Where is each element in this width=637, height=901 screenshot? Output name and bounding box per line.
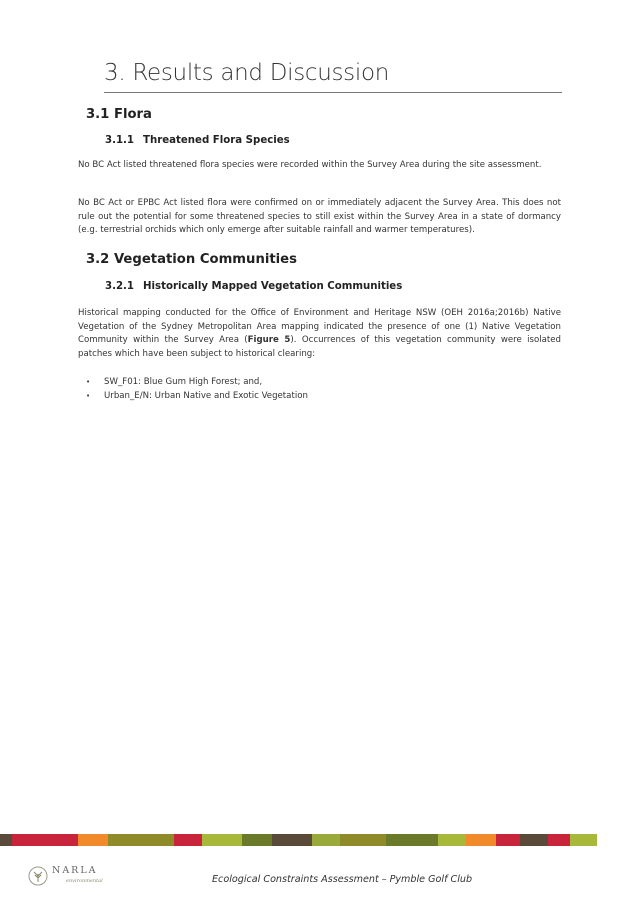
stripe-segment bbox=[202, 834, 242, 846]
stripe-segment bbox=[438, 834, 466, 846]
stripe-segment bbox=[570, 834, 597, 846]
figure-reference: Figure 5 bbox=[247, 335, 291, 345]
tree-icon bbox=[28, 866, 48, 886]
footer-color-stripe bbox=[0, 834, 637, 846]
vegetation-bullet-list bbox=[78, 375, 308, 403]
footer-title: Ecological Constraints Assessment – Pymble Golf Club bbox=[212, 874, 473, 885]
paragraph-flora-1: No BC Act listed threatened flora species were recorded within the Survey Area during the site assessment. bbox=[78, 160, 542, 170]
subsection-heading-historical-mapping bbox=[105, 281, 402, 292]
stripe-segment bbox=[0, 834, 12, 846]
subsection-number: 3.1.1 bbox=[105, 135, 135, 146]
stripe-segment bbox=[174, 834, 202, 846]
logo-name: NARLA bbox=[52, 865, 98, 876]
section-heading-flora: 3.1 Flora bbox=[86, 107, 152, 122]
stripe-segment bbox=[496, 834, 520, 846]
page-title: 3. Results and Discussion bbox=[104, 58, 562, 93]
subsection-heading-threatened-flora bbox=[105, 135, 290, 146]
stripe-segment bbox=[548, 834, 570, 846]
logo-subtitle: environmental bbox=[66, 878, 103, 884]
stripe-segment bbox=[242, 834, 272, 846]
stripe-segment bbox=[386, 834, 438, 846]
list-item: • SW_F01: Blue Gum High Forest; and, bbox=[78, 375, 308, 389]
stripe-segment bbox=[466, 834, 496, 846]
stripe-segment bbox=[12, 834, 78, 846]
paragraph-flora-2: No BC Act or EPBC Act listed flora were confirmed on or immediately adjacent the Survey Area. This does not rule out the potential for some threatened species to still exist within the Survey Area in a state of dormancy (e.g. terrestrial orchids which only emerge after suitable rainfall and warmer temperatures). bbox=[78, 198, 561, 235]
subsection-title: Threatened Flora Species bbox=[143, 135, 290, 146]
stripe-segment bbox=[520, 834, 548, 846]
stripe-segment bbox=[312, 834, 340, 846]
subsection-number: 3.2.1 bbox=[105, 281, 135, 292]
stripe-segment bbox=[78, 834, 108, 846]
stripe-segment bbox=[272, 834, 312, 846]
section-heading-vegetation: 3.2 Vegetation Communities bbox=[86, 252, 297, 267]
stripe-segment bbox=[108, 834, 174, 846]
stripe-segment bbox=[340, 834, 386, 846]
narla-logo bbox=[28, 866, 103, 886]
paragraph-vegetation: Historical mapping conducted for the Office of Environment and Heritage NSW (OEH 2016a;2016b) Native Vegetation of the Sydney Metropolitan Area mapping indicated the presence of one (1) Native Vegetation Community within the Survey Area (Figure 5). Occurrences of this vegetation community were isolated patches which have been subject to historical clearing: bbox=[78, 308, 562, 359]
list-item: • Urban_E/N: Urban Native and Exotic Vegetation bbox=[78, 389, 308, 403]
subsection-title: Historically Mapped Vegetation Communities bbox=[143, 281, 403, 292]
